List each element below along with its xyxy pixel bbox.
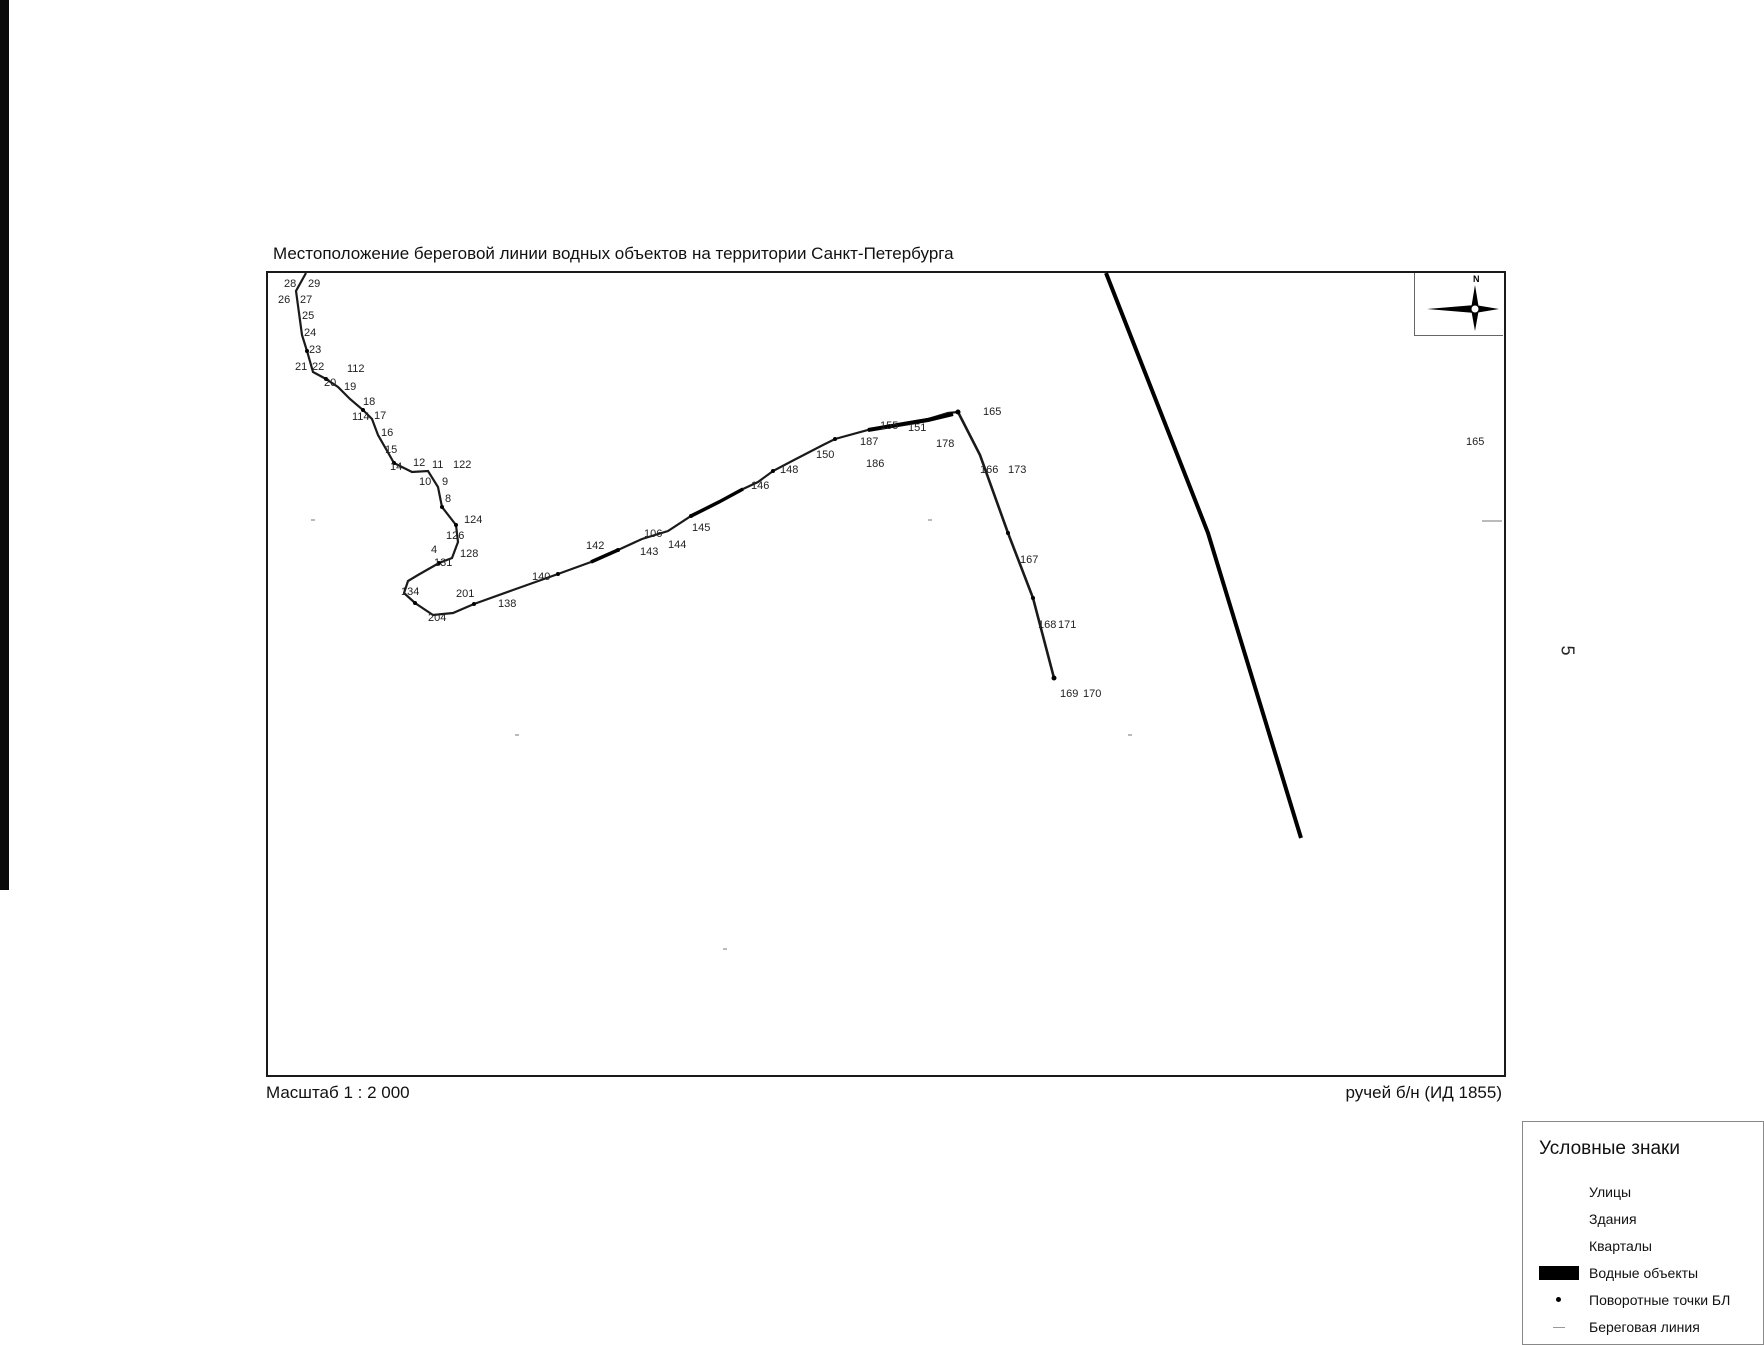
point-label-15: 15 <box>385 444 398 456</box>
point-label-178: 178 <box>936 438 955 450</box>
object-name: ручей б/н (ИД 1855) <box>1345 1083 1502 1102</box>
turning-point <box>556 572 560 576</box>
point-label-18: 18 <box>363 396 376 408</box>
point-label-151: 151 <box>908 422 927 434</box>
point-label-8: 8 <box>445 493 452 505</box>
turning-point <box>616 548 620 552</box>
legend-item-buildings <box>1539 1209 1759 1229</box>
point-label-24: 24 <box>304 327 317 339</box>
point-label-12: 12 <box>413 457 426 469</box>
point-label-186: 186 <box>866 458 885 470</box>
scan-edge <box>0 0 9 890</box>
turning-point <box>771 469 775 473</box>
turning-point <box>454 523 458 527</box>
point-label-131: 131 <box>434 557 453 569</box>
turning-point <box>472 602 476 606</box>
point-label-14: 14 <box>390 461 403 473</box>
legend-swatch-blocks <box>1539 1239 1579 1253</box>
point-label-168: 168 <box>1038 619 1057 631</box>
point-label-20: 20 <box>324 377 337 389</box>
point-label-166: 166 <box>980 464 999 476</box>
legend-label: Здания <box>1589 1211 1637 1227</box>
point-label-171: 171 <box>1058 619 1077 631</box>
point-label-128: 128 <box>460 548 479 560</box>
turning-point <box>1006 531 1010 535</box>
point-label-17: 17 <box>374 410 387 422</box>
turning-point <box>440 505 444 509</box>
point-label-21: 21 <box>295 361 308 373</box>
scale-label: Масштаб 1 : 2 000 <box>266 1083 410 1102</box>
turning-point <box>956 410 961 415</box>
legend-label: Поворотные точки БЛ <box>1589 1292 1731 1308</box>
map-title: Местоположение береговой линии водных объектов на территории Санкт-Петербурга <box>273 244 954 263</box>
legend-swatch-water <box>1539 1266 1579 1280</box>
point-label-26: 26 <box>278 294 291 306</box>
legend-item-blocks <box>1539 1236 1759 1256</box>
point-label-138: 138 <box>498 598 517 610</box>
shoreline-east <box>958 412 1057 678</box>
north-label: N <box>1473 274 1480 284</box>
point-label-144: 144 <box>668 539 687 551</box>
legend-label: Береговая линия <box>1589 1319 1700 1335</box>
point-label-25: 25 <box>302 310 315 322</box>
point-label-170: 170 <box>1083 688 1102 700</box>
point-label-29: 29 <box>308 278 321 290</box>
legend-swatch-streets <box>1539 1185 1579 1199</box>
legend-label: Кварталы <box>1589 1238 1652 1254</box>
legend-item-shoreline <box>1539 1317 1759 1337</box>
point-label-112: 112 <box>347 363 365 375</box>
point-label-106: 106 <box>644 528 663 540</box>
point-label-9: 9 <box>442 476 449 488</box>
point-label-187: 187 <box>860 436 879 448</box>
point-label-11: 11 <box>432 459 444 471</box>
point-label-10: 10 <box>419 476 432 488</box>
point-label-167: 167 <box>1020 554 1039 566</box>
turning-point <box>1031 596 1035 600</box>
point-label-146: 146 <box>751 480 770 492</box>
legend-title: Условные знаки <box>1539 1138 1680 1159</box>
turning-points <box>305 349 1057 681</box>
legend <box>1522 1121 1764 1345</box>
point-label-124: 124 <box>464 514 483 526</box>
legend-label: Водные объекты <box>1589 1265 1699 1281</box>
point-label-150: 150 <box>816 449 835 461</box>
point-label-140: 140 <box>532 571 551 583</box>
point-label-22: 22 <box>312 361 325 373</box>
legend-swatch-shoreline <box>1539 1320 1579 1334</box>
legend-item-streets <box>1539 1182 1759 1202</box>
point-label-19: 19 <box>344 381 357 393</box>
point-label-4: 4 <box>431 544 438 556</box>
point-label-143: 143 <box>640 546 659 558</box>
point-label-142: 142 <box>586 540 605 552</box>
legend-item-water <box>1539 1263 1759 1283</box>
legend-item-turning-points <box>1539 1290 1759 1310</box>
point-label-114: 114 <box>352 411 370 423</box>
point-label-204: 204 <box>428 612 447 624</box>
grid-ticks <box>311 520 1502 949</box>
point-label-155: 155 <box>880 420 899 432</box>
point-labels <box>278 278 1484 700</box>
turning-point <box>413 601 417 605</box>
page-number: 5 <box>1557 645 1578 656</box>
point-label-173: 173 <box>1008 464 1027 476</box>
legend-swatch-buildings <box>1539 1212 1579 1226</box>
point-label-28: 28 <box>284 278 297 290</box>
point-label-169: 169 <box>1060 688 1079 700</box>
point-label-201: 201 <box>456 588 475 600</box>
point-label-165: 165 <box>983 406 1002 418</box>
legend-label: Улицы <box>1589 1184 1632 1200</box>
legend-swatch-turning-points <box>1539 1293 1579 1307</box>
point-label-145: 145 <box>692 522 711 534</box>
point-label-122: 122 <box>453 459 472 471</box>
point-label-134: 134 <box>401 586 420 598</box>
point-label-148: 148 <box>780 464 799 476</box>
water-object-stream <box>1106 273 1301 838</box>
turning-point <box>1052 676 1057 681</box>
point-label-16: 16 <box>381 427 394 439</box>
point-label-27: 27 <box>300 294 313 306</box>
point-label-126: 126 <box>446 530 465 542</box>
point-label-165-edge: 165 <box>1466 436 1485 448</box>
compass-icon <box>1415 273 1503 335</box>
turning-point <box>833 437 837 441</box>
point-label-23: 23 <box>309 344 322 356</box>
north-arrow-box <box>1414 273 1503 336</box>
map-canvas <box>268 273 1504 1075</box>
shoreline-thick-2 <box>691 489 743 516</box>
turning-point <box>689 514 693 518</box>
